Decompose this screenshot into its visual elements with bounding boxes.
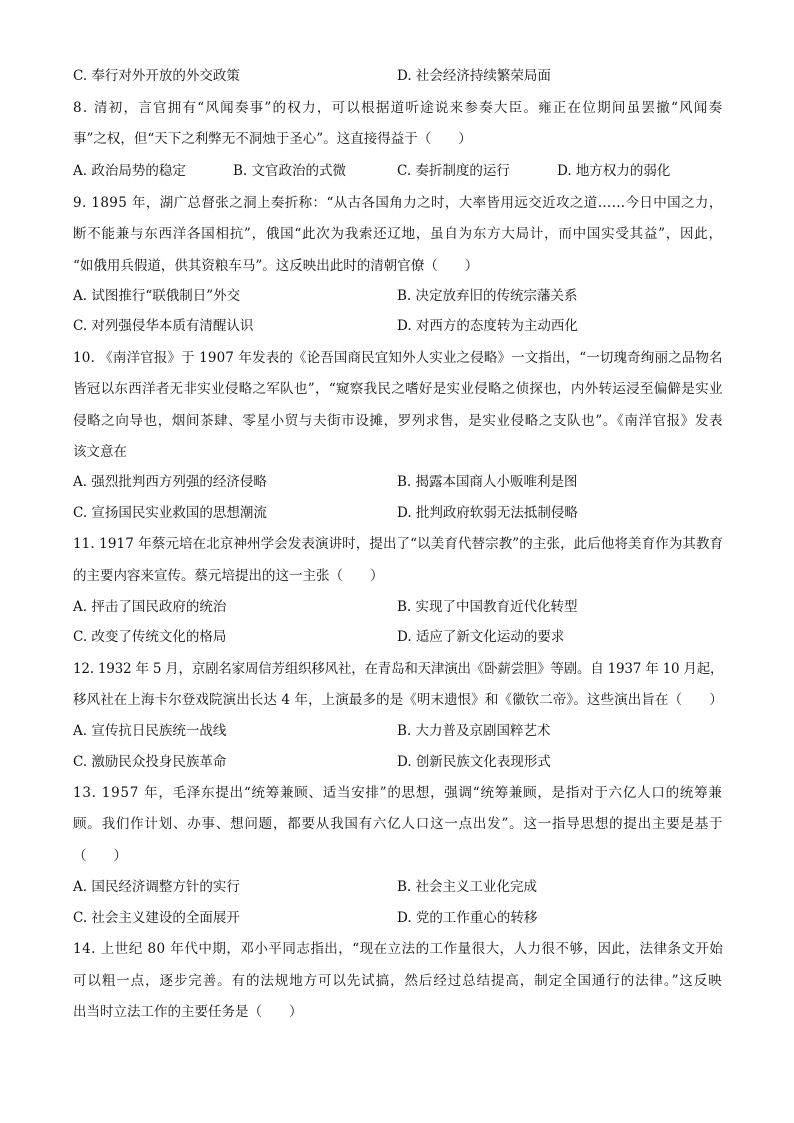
- q9-option-c: C. 对列强侵华本质有清醒认识: [73, 318, 254, 334]
- q9-option-b: B. 决定放弃旧的传统宗藩关系: [397, 288, 578, 304]
- q8-option-a: A. 政治局势的稳定: [73, 163, 186, 179]
- q13-stem-line-1: 13. 1957 年，毛泽东提出“统筹兼顾、适当安排”的思想，强调“统筹兼顾，是指对于六亿人口的统筹兼: [73, 785, 723, 801]
- q13-stem-line-3: （ ）: [73, 848, 127, 864]
- q9-option-a: A. 试图推行“联俄制日”外交: [73, 288, 241, 304]
- q12-stem-line-1: 12. 1932 年 5 月，京剧名家周信芳组织移风社，在青岛和天津演出《卧薪尝胆》等剧。自 1937 年 10 月起，: [73, 661, 723, 677]
- q9-stem-line-1: 9. 1895 年，湖广总督张之洞上奏折称：“从古各国角力之时，大率皆用远交近攻之道……今日中国之力，: [73, 195, 723, 211]
- q8-option-b: B. 文官政治的式微: [233, 163, 347, 179]
- q7-option-c: C. 奉行对外开放的外交政策: [73, 68, 240, 84]
- q10-option-a: A. 强烈批判西方列强的经济侵略: [73, 474, 267, 490]
- q12-option-a: A. 宣传抗日民族统一战线: [73, 723, 227, 739]
- q11-stem-line-1: 11. 1917 年蔡元培在北京神州学会发表演讲时，提出了“以美育代替宗教”的主张，此后他将美育作为其教育: [73, 536, 723, 552]
- q11-option-c: C. 改变了传统文化的格局: [73, 629, 227, 645]
- q11-option-b: B. 实现了中国教育近代化转型: [397, 599, 578, 615]
- q10-option-d: D. 批判政府软弱无法抵制侵略: [397, 505, 578, 521]
- q13-option-b: B. 社会主义工业化完成: [397, 879, 538, 895]
- q12-option-d: D. 创新民族文化表现形式: [397, 754, 551, 770]
- q12-option-b: B. 大力普及京剧国粹艺术: [397, 723, 551, 739]
- q8-option-d: D. 地方权力的弱化: [557, 163, 671, 179]
- q11-option-a: A. 抨击了国民政府的统治: [73, 599, 227, 615]
- q8-option-c: C. 奏折制度的运行: [397, 163, 510, 179]
- q13-option-d: D. 党的工作重心的转移: [397, 910, 538, 926]
- q14-stem-line-2: 可以粗一点，逐步完善。有的法规地方可以先试搞，然后经过总结提高，制定全国通行的法律。”这反映: [73, 973, 723, 989]
- q14-stem-line-3: 出当时立法工作的主要任务是（ ）: [73, 1004, 303, 1020]
- q13-stem-line-2: 顾。我们作计划、办事、想问题，都要从我国有六亿人口这一点出发”。这一指导思想的提出主要是基于: [73, 816, 723, 832]
- q10-stem-line-1: 10. 《南洋官报》于 1907 年发表的《论吾国商民宜知外人实业之侵略》一文指出，“一切瑰奇绚丽之品物名: [73, 350, 723, 366]
- q10-stem-line-4: 该文意在: [73, 444, 127, 460]
- q10-stem-line-3: 侵略之向导也，烟间茶肆、零星小贸与夫街市设摊，罗列求售，是实业侵略之支队也”。《南洋官报》发表: [73, 413, 723, 429]
- q8-stem-line-1: 8. 清初，言官拥有“风闻奏事”的权力，可以根据道听途说来参奏大臣。雍正在位期间虽罢撤“风闻奏: [73, 100, 723, 116]
- q9-stem-line-2: 断不能兼与东西洋各国相抗”，俄国“此次为我索还辽地，虽自为东方大局计，而中国实受其益”，因此，: [73, 226, 723, 242]
- q11-option-d: D. 适应了新文化运动的要求: [397, 629, 565, 645]
- q8-stem-line-2: 事”之权，但“天下之利弊无不洞烛于圣心”。这直接得益于（ ）: [73, 131, 472, 147]
- q12-stem-line-2: 移风社在上海卡尔登戏院演出长达 4 年，上演最多的是《明末遗恨》和《徽钦二帝》。这些演出旨在（ ）: [73, 692, 723, 708]
- q14-stem-line-1: 14. 上世纪 80 年代中期，邓小平同志指出，“现在立法的工作量很大，人力很不够，因此，法律条文开始: [73, 941, 723, 957]
- q7-option-d: D. 社会经济持续繁荣局面: [397, 68, 551, 84]
- q13-option-c: C. 社会主义建设的全面展开: [73, 910, 240, 926]
- q11-stem-line-2: 的主要内容来宣传。蔡元培提出的这一主张（ ）: [73, 568, 384, 584]
- q10-stem-line-2: 皆冠以东西洋者无非实业侵略之军队也”，“窥察我民之嗜好是实业侵略之侦探也，内外转运浸至偏僻是实业: [73, 381, 723, 397]
- q13-option-a: A. 国民经济调整方针的实行: [73, 879, 240, 895]
- q9-stem-line-3: “如俄用兵假道，供其资粮车马”。这反映出此时的清朝官僚（ ）: [73, 258, 479, 274]
- q9-option-d: D. 对西方的态度转为主动西化: [397, 318, 578, 334]
- q12-option-c: C. 激励民众投身民族革命: [73, 754, 227, 770]
- q10-option-c: C. 宣扬国民实业救国的思想潮流: [73, 505, 267, 521]
- q10-option-b: B. 揭露本国商人小贩唯利是图: [397, 474, 578, 490]
